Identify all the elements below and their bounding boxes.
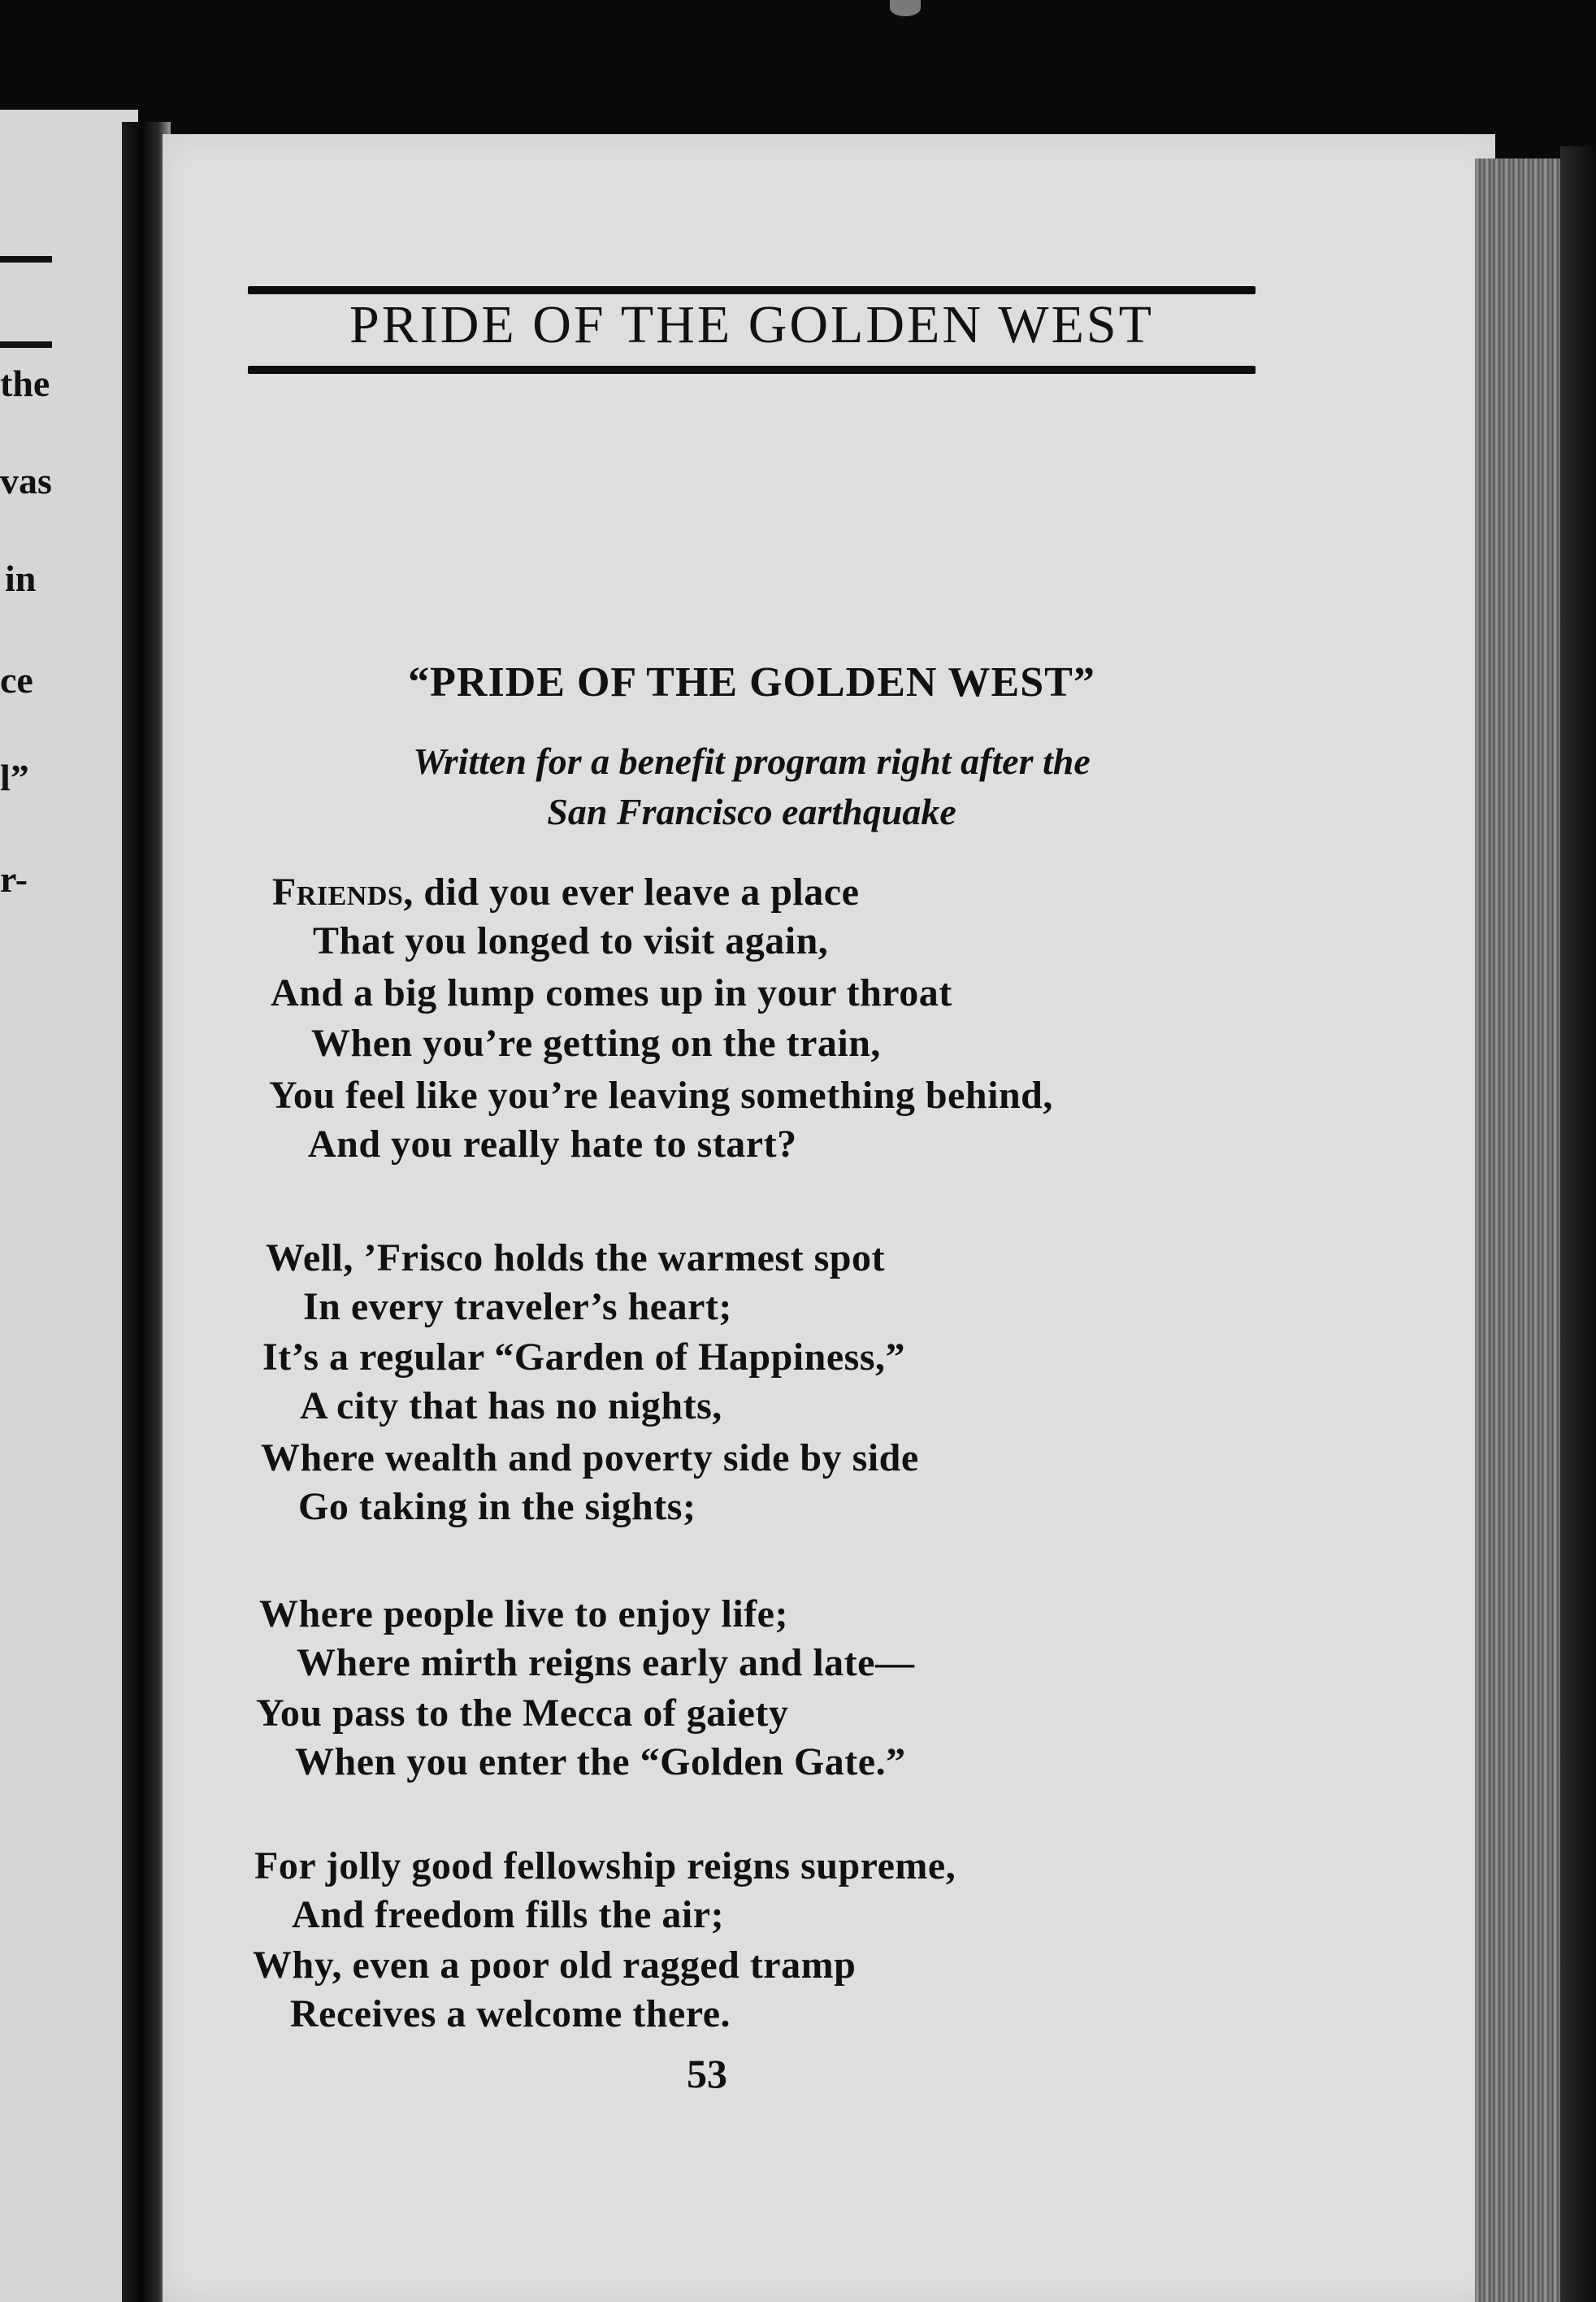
poem-subtitle-line: San Francisco earthquake [547, 791, 956, 832]
left-fragment-line: the [0, 363, 50, 404]
verse-line: It’s a regular “Garden of Happiness,” [262, 1336, 905, 1379]
verse-line: When you enter the “Golden Gate.” [295, 1740, 906, 1783]
left-fragment-line: r- [0, 858, 28, 900]
verse-line [272, 870, 859, 914]
left-header-rule-top [0, 256, 52, 263]
verse-line: You feel like you’re leaving something behind, [269, 1074, 1053, 1117]
verse-line: Where mirth reigns early and late— [297, 1641, 915, 1684]
verse-line: Well, ’Frisco holds the warmest spot [266, 1236, 885, 1279]
left-header-rule-bottom [0, 341, 52, 348]
verse-line: When you’re getting on the train, [311, 1022, 881, 1065]
running-head: PRIDE OF THE GOLDEN WEST [349, 295, 1154, 354]
verse-line: And a big lump comes up in your throat [271, 971, 952, 1014]
verse-line: And freedom fills the air; [292, 1893, 725, 1936]
header-rule-top [248, 286, 1256, 294]
book-cover-edge [1560, 146, 1596, 2302]
left-fragment-line: vas [0, 460, 52, 502]
left-page-fragment [0, 110, 138, 2302]
left-fragment-line: l” [0, 757, 29, 798]
verse-lead-word: Friends, [272, 871, 414, 914]
left-fragment-line: ce [0, 659, 33, 701]
page-edges [1475, 159, 1572, 2302]
verse-line: Where wealth and poverty side by side [261, 1436, 919, 1479]
page-number: 53 [687, 2051, 727, 2096]
verse-line-text: did you ever leave a place [413, 871, 860, 914]
left-fragment-line: in [5, 558, 37, 599]
verse-line: A city that has no nights, [300, 1384, 722, 1427]
verse-line: Where people live to enjoy life; [259, 1592, 788, 1635]
poem-subtitle-line: Written for a benefit program right after the [413, 741, 1091, 782]
verse-line: Why, even a poor old ragged tramp [253, 1944, 857, 1987]
header-rule-bottom [248, 366, 1256, 374]
binding-mark [890, 0, 921, 16]
poem-title: “PRIDE OF THE GOLDEN WEST” [408, 659, 1095, 706]
verse-line: Receives a welcome there. [290, 1992, 731, 2035]
verse-line: In every traveler’s heart; [303, 1285, 732, 1328]
verse-line: For jolly good fellowship reigns supreme, [254, 1844, 956, 1887]
verse-line: And you really hate to start? [308, 1123, 797, 1166]
verse-line: You pass to the Mecca of gaiety [256, 1692, 789, 1735]
verse-line: That you longed to visit again, [313, 919, 829, 962]
verse-line: Go taking in the sights; [298, 1485, 696, 1528]
